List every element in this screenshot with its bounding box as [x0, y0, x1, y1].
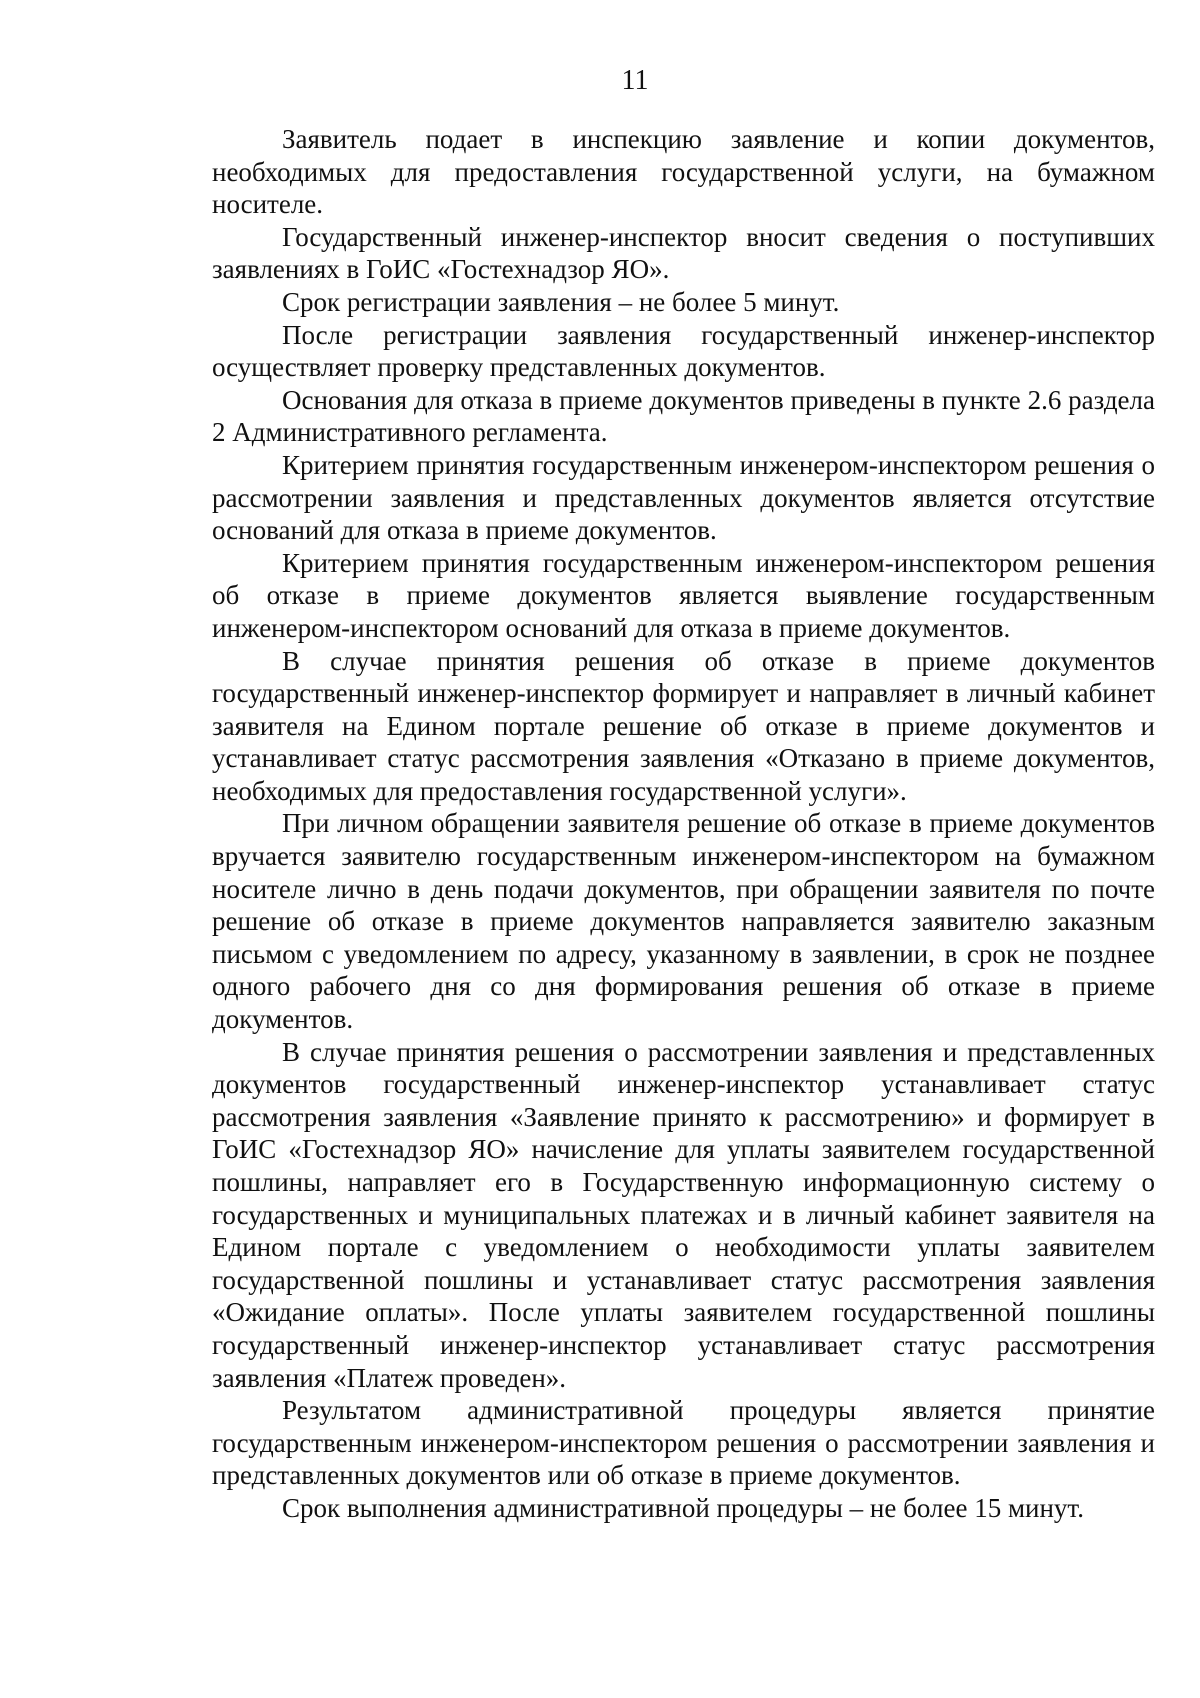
- paragraph-2: Государственный инженер-инспектор вносит сведения о поступивших заявлениях в ГоИС «Гостехнадзор ЯО».: [212, 221, 1155, 285]
- document-body: [212, 123, 1155, 1525]
- paragraph-5: Основания для отказа в приеме документов приведены в пункте 2.6 раздела 2 Административного регламента.: [212, 384, 1155, 448]
- paragraph-3: Срок регистрации заявления – не более 5 минут.: [282, 286, 840, 317]
- paragraph-1: Заявитель подает в инспекцию заявление и копии документов, необходимых для предоставления государственной услуги, на бумажном носителе.: [212, 124, 1155, 220]
- paragraph-9: При личном обращении заявителя решение об отказе в приеме документов вручается заявителю государственным инженером-инспектором на бумажном носителе лично в день подачи документов, при обращении заявителя по почте решение об отказе в приеме документов направляется заявителю заказным письмом с уведомлением по адресу, указанному в заявлении, в срок не позднее одного рабочего дня со дня формирования решения об отказе в приеме документов.: [212, 808, 1155, 1035]
- paragraph-11: Результатом административной процедуры является принятие государственным инженером-инспектором решения о рассмотрении заявления и представленных документов или об отказе в приеме документов.: [212, 1395, 1155, 1491]
- paragraph-7: Критерием принятия государственным инженером-инспектором решения об отказе в приеме документов является выявление государственным инженером-инспектором оснований для отказа в приеме документов.: [212, 547, 1155, 643]
- paragraph-6: Критерием принятия государственным инженером-инспектором решения о рассмотрении заявления и представленных документов является отсутствие оснований для отказа в приеме документов.: [212, 449, 1155, 546]
- page-number: 11: [621, 65, 649, 96]
- paragraph-4: После регистрации заявления государственный инженер-инспектор осуществляет проверку представленных документов.: [212, 319, 1155, 383]
- paragraph-12: Срок выполнения административной процедуры – не более 15 минут.: [282, 1492, 1084, 1523]
- paragraph-8: В случае принятия решения об отказе в приеме документов государственный инженер-инспектор формирует и направляет в личный кабинет заявителя на Едином портале решение об отказе в приеме документов и устанавливает статус рассмотрения заявления «Отказано в приеме документов, необходимых для предоставления государственной услуги».: [212, 645, 1155, 806]
- paragraph-10: В случае принятия решения о рассмотрении заявления и представленных документов государственный инженер-инспектор устанавливает статус рассмотрения заявления «Заявление принято к рассмотрению» и формирует в ГоИС «Гостехнадзор ЯО» начисление для уплаты заявителем государственной пошлины, направляет его в Государственную информационную систему о государственных и муниципальных платежах и в личный кабинет заявителя на Едином портале с уведомлением о необходимости уплаты заявителем государственной пошлины и устанавливает статус рассмотрения заявления «Ожидание оплаты». После уплаты заявителем государственной пошлины государственный инженер-инспектор устанавливает статус рассмотрения заявления «Платеж проведен».: [212, 1036, 1155, 1393]
